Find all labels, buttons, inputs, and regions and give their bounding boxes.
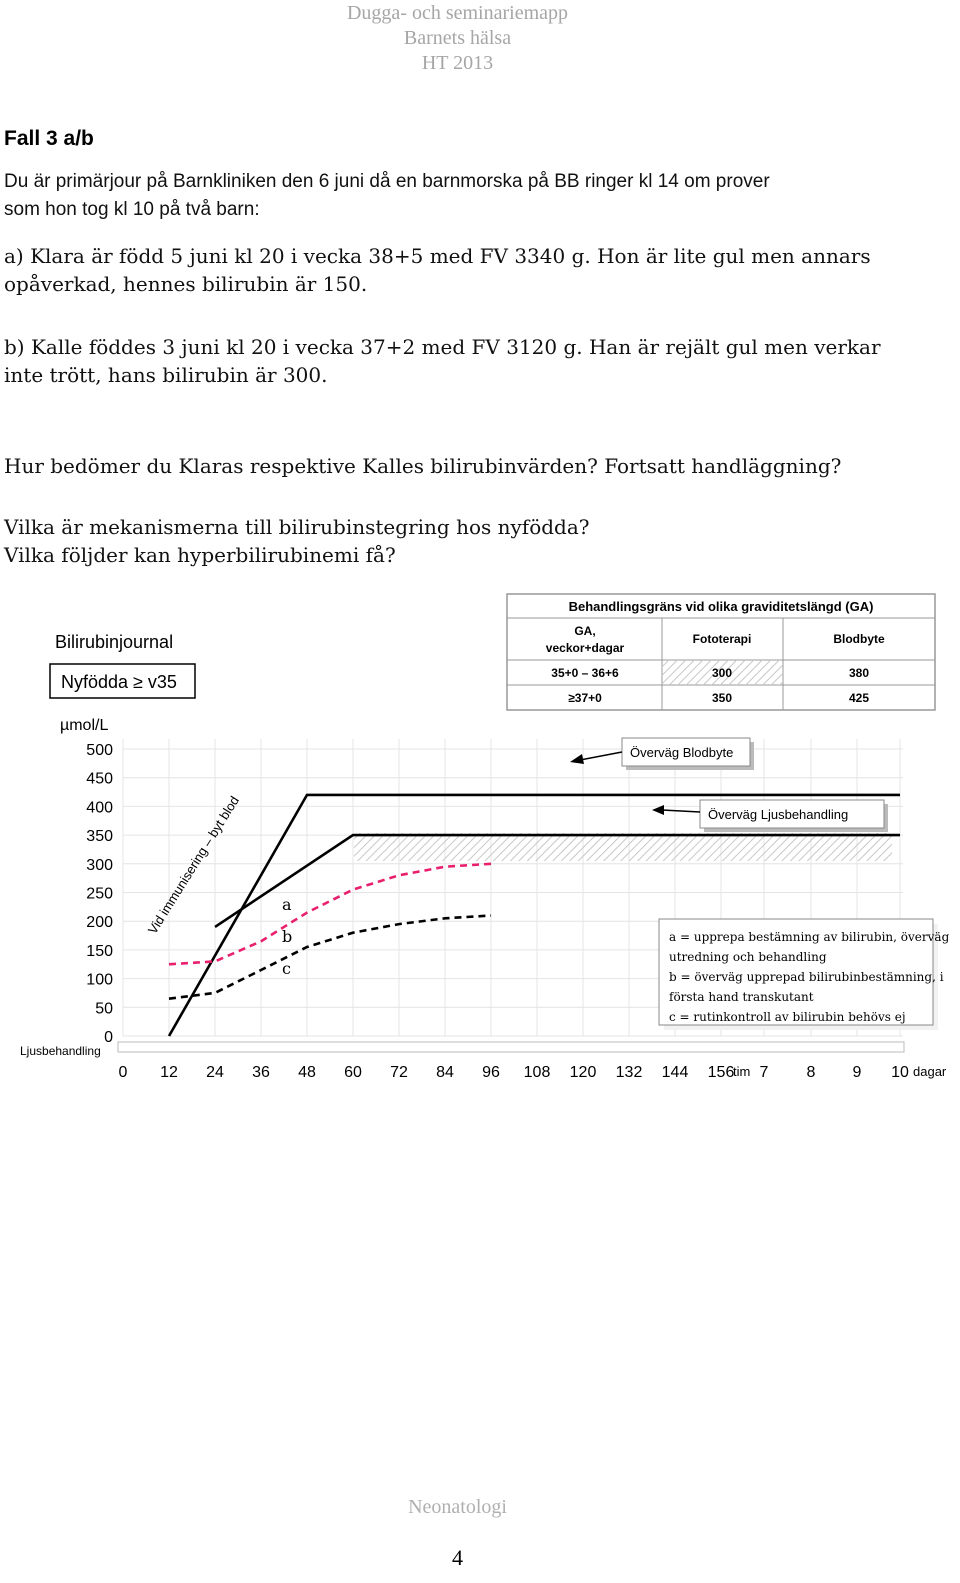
- table-title: Behandlingsgräns vid olika graviditetslängd (GA): [568, 599, 874, 614]
- x-tick-label: 144: [661, 1064, 689, 1081]
- table-cell: 300: [711, 666, 733, 680]
- x-tick-label: 132: [615, 1064, 643, 1081]
- series-line-c: [169, 916, 491, 999]
- x-tick-label: 156: [707, 1064, 735, 1081]
- x-unit-hours: tim: [733, 1064, 751, 1079]
- y-tick-label: 500: [86, 742, 113, 759]
- footer-section: Neonatologi: [408, 1496, 507, 1518]
- x-tick-label: 9: [852, 1064, 862, 1081]
- journal-title: Bilirubinjournal: [55, 632, 174, 652]
- x-tick-label: 8: [806, 1064, 816, 1081]
- table-cell: 380: [848, 666, 870, 680]
- x-tick-label: 84: [436, 1064, 454, 1081]
- treatment-table: [507, 594, 935, 710]
- table-cell: 425: [848, 691, 870, 705]
- subtitle-box-text: Nyfödda ≥ v35: [61, 672, 177, 692]
- ljus-label: Ljusbehandling: [20, 1044, 101, 1058]
- header-line-3: HT 2013: [421, 52, 494, 74]
- table-col-foto: Fototerapi: [692, 632, 752, 646]
- legend-line: c = rutinkontroll av bilirubin behövs ej: [669, 1010, 906, 1024]
- legend-line: första hand transkutant: [669, 990, 814, 1004]
- y-tick-label: 100: [86, 971, 113, 989]
- callout-ljus: [652, 800, 888, 832]
- page-number: 4: [452, 1545, 463, 1570]
- intro-line-2: som hon tog kl 10 på två barn:: [4, 199, 260, 220]
- x-tick-label: 48: [298, 1064, 316, 1081]
- table-cell: ≥37+0: [568, 691, 602, 705]
- y-tick-label: 150: [86, 942, 113, 960]
- callout-blodbyte: [570, 738, 754, 770]
- y-tick-label: 300: [86, 856, 113, 874]
- curve-letter-c: c: [282, 959, 291, 978]
- y-tick-label: 200: [86, 914, 113, 932]
- curve-letter-b: b: [282, 927, 293, 946]
- diag-label: Vid immunisering – byt blod: [144, 793, 243, 937]
- x-tick-label: 7: [759, 1064, 769, 1081]
- case-b-line-1: b) Kalle föddes 3 juni kl 20 i vecka 37+2 med FV 3120 g. Han är rejält gul men verkar: [4, 335, 881, 359]
- question-1: Hur bedömer du Klaras respektive Kalles bilirubinvärden? Fortsatt handläggning?: [4, 454, 842, 478]
- table-cell: 350: [711, 691, 733, 705]
- question-3: Vilka följder kan hyperbilirubinemi få?: [4, 543, 396, 567]
- legend-line: utredning och behandling: [669, 950, 827, 964]
- case-b-line-2: inte trött, hans bilirubin är 300.: [4, 363, 328, 387]
- table-cell: 35+0 – 36+6: [551, 666, 619, 680]
- x-tick-label: 72: [390, 1064, 408, 1081]
- x-tick-label: 0: [118, 1064, 128, 1081]
- header-line-2: Barnets hälsa: [403, 27, 512, 49]
- y-tick-label: 0: [104, 1029, 113, 1046]
- legend-line: b = överväg upprepad bilirubinbestämning, i: [669, 970, 944, 984]
- x-tick-label: 96: [482, 1064, 500, 1081]
- table-col-blod: Blodbyte: [833, 632, 885, 646]
- curve-letter-a: a: [282, 895, 292, 914]
- y-tick-label: 250: [86, 885, 113, 903]
- callout-ljus-text: Överväg Ljusbehandling: [708, 807, 849, 822]
- legend-line: a = upprepa bestämning av bilirubin, överväg: [669, 930, 950, 944]
- bilirubin-chart: [0, 590, 960, 1090]
- x-unit-days: dagar: [913, 1064, 947, 1079]
- x-tick-label: 60: [344, 1064, 362, 1081]
- case-a-line-1: a) Klara är född 5 juni kl 20 i vecka 38+5 med FV 3340 g. Hon är lite gul men annars: [4, 244, 871, 268]
- case-title: Fall 3 a/b: [4, 127, 94, 150]
- question-2: Vilka är mekanismerna till bilirubinstegring hos nyfödda?: [4, 515, 590, 539]
- x-tick-label: 24: [206, 1064, 224, 1081]
- callout-blodbyte-text: Överväg Blodbyte: [630, 745, 734, 760]
- case-a-line-2: opåverkad, hennes bilirubin är 150.: [4, 272, 368, 296]
- y-tick-label: 400: [86, 799, 113, 817]
- y-tick-label: 50: [95, 1000, 113, 1018]
- hatched-zone: [354, 833, 892, 861]
- x-tick-label: 12: [160, 1064, 178, 1081]
- x-tick-label: 108: [523, 1064, 551, 1081]
- y-tick-label: 350: [86, 828, 113, 846]
- table-col-ga-1: GA,: [574, 624, 596, 638]
- header-line-1: Dugga- och seminariemapp: [346, 2, 569, 24]
- table-col-ga-2: veckor+dagar: [545, 641, 625, 655]
- ljus-bar: [118, 1042, 904, 1052]
- y-unit: µmol/L: [60, 717, 109, 734]
- intro-line-1: Du är primärjour på Barnkliniken den 6 juni då en barnmorska på BB ringer kl 14 om prover: [4, 171, 770, 192]
- x-tick-label: 36: [252, 1064, 270, 1081]
- y-tick-label: 450: [86, 770, 113, 788]
- legend: [659, 919, 950, 1030]
- x-tick-label: 120: [569, 1064, 597, 1081]
- x-tick-label: 10: [891, 1064, 909, 1081]
